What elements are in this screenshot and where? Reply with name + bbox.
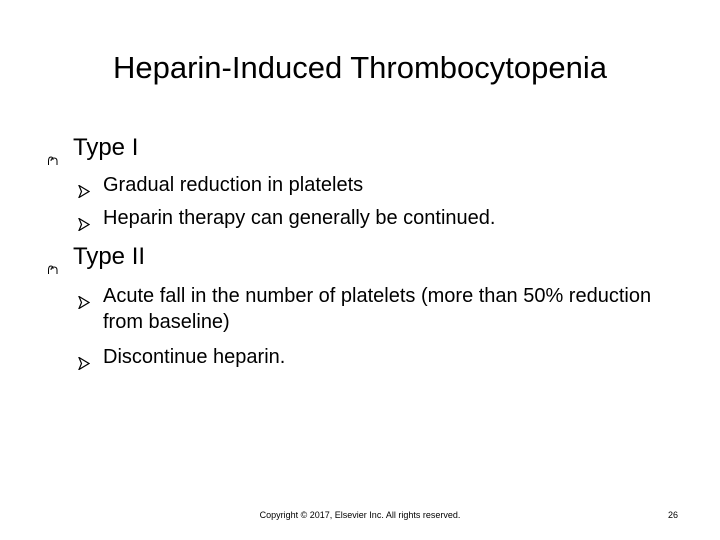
arrowhead-bullet-icon bbox=[78, 212, 90, 225]
footer-copyright: Copyright © 2017, Elsevier Inc. All rights reserved. bbox=[259, 510, 461, 520]
arrowhead-bullet-icon bbox=[78, 351, 90, 364]
arrowhead-bullet-icon bbox=[78, 179, 90, 192]
wingding-bullet-icon bbox=[48, 144, 60, 154]
list-item-text: Heparin therapy can generally be continued. bbox=[103, 207, 496, 229]
list-item-text: Gradual reduction in platelets bbox=[103, 174, 364, 196]
list-item-text: Discontinue heparin. bbox=[103, 346, 286, 368]
page-number: 26 bbox=[667, 510, 678, 520]
wingding-bullet-icon bbox=[48, 253, 60, 263]
slide-title: Heparin-Induced Thrombocytopenia bbox=[112, 50, 607, 85]
arrowhead-bullet-icon bbox=[78, 290, 90, 303]
section-heading: Type I bbox=[73, 134, 139, 161]
list-item-text: Acute fall in the number of platelets (more than 50% reduction from baseline) bbox=[103, 285, 652, 333]
section-heading: Type II bbox=[73, 243, 146, 270]
